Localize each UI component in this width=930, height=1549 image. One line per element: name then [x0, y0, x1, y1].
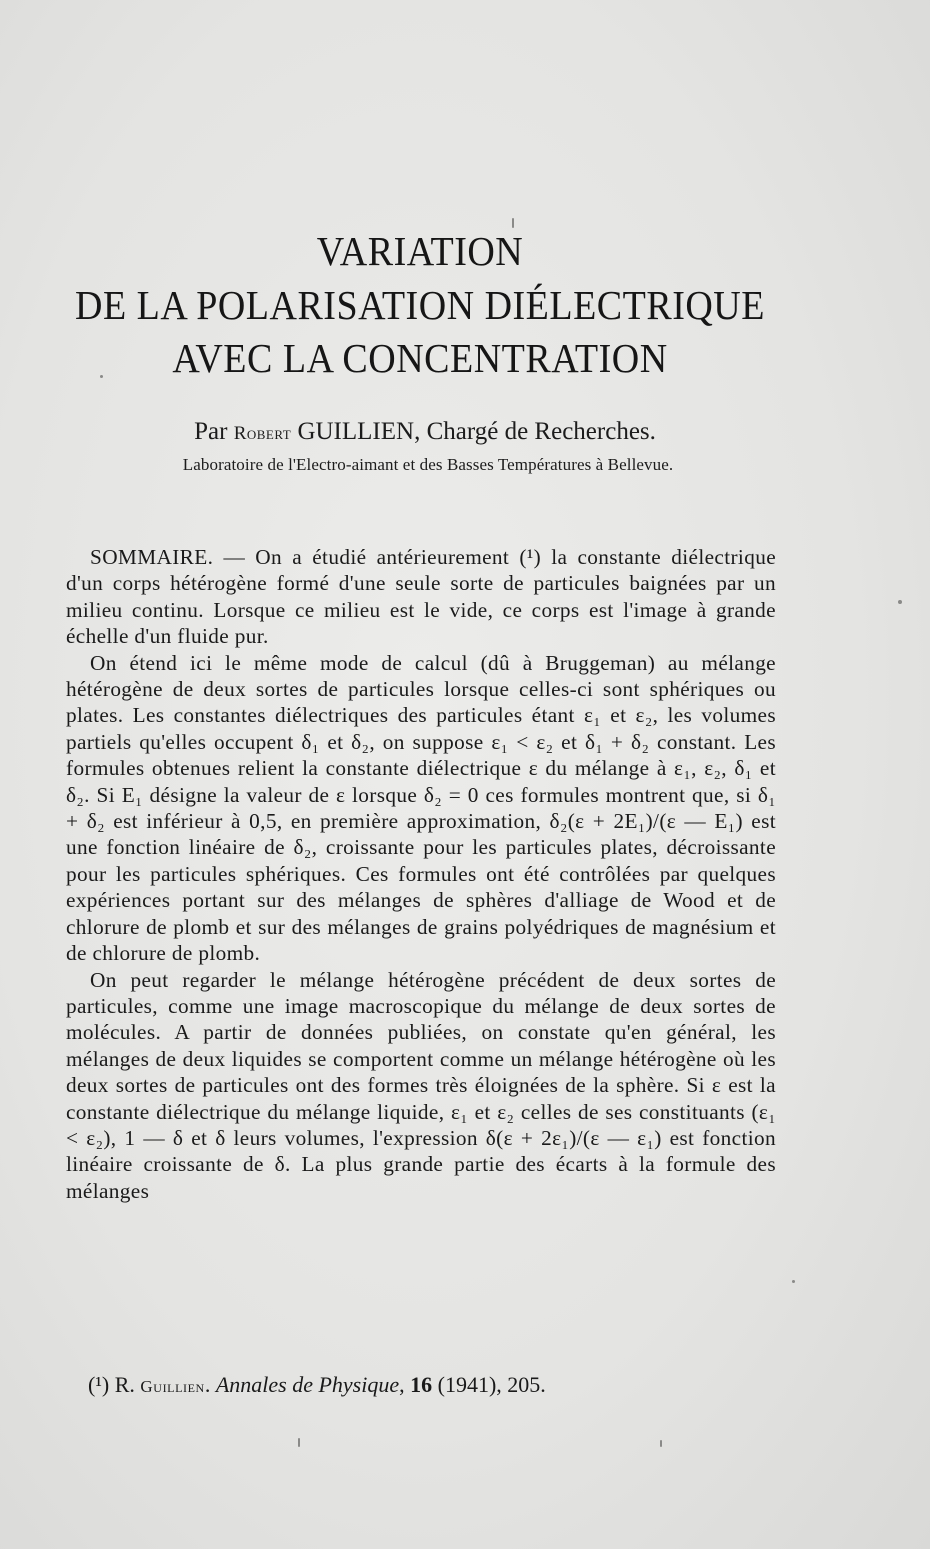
author-first-name: Robert: [233, 423, 292, 444]
summary-section: [66, 544, 776, 1204]
byline-prefix: Par: [194, 418, 234, 445]
footnote: [88, 1372, 768, 1398]
scan-speck: [898, 600, 902, 604]
scan-speck: [660, 1440, 662, 1447]
laboratory-affiliation: Laboratoire de l'Electro-aimant et des Basses Températures à Bellevue.: [182, 455, 674, 474]
footnote-sep: .: [204, 1372, 216, 1397]
author-role: , Chargé de Recherches.: [414, 418, 656, 445]
title-line-2: DE LA POLARISATION DIÉLECTRIQUE: [75, 283, 765, 329]
footnote-marker: (¹) R.: [88, 1372, 141, 1397]
title-line-1: VARIATION: [316, 229, 524, 275]
footnote-rest: (1941), 205.: [432, 1372, 546, 1397]
footnote-comma: ,: [399, 1372, 411, 1397]
author-last-name: GUILLIEN: [291, 418, 415, 445]
title-line-3: AVEC LA CONCENTRATION: [172, 336, 668, 382]
scan-speck: [512, 218, 514, 228]
summary-paragraph-1: SOMMAIRE. — On a étudié antérieurement (¹) la constante diélectrique d'un corps hétérogène formé d'une seule sorte de particules baignées par un milieu continu. Lorsque ce milieu est le vide, ce corps est l'image à grande échelle d'un fluide pur.: [66, 545, 776, 649]
footnote-journal: Annales de Physique: [215, 1372, 400, 1397]
footnote-volume: 16: [410, 1372, 433, 1397]
scan-speck: [100, 375, 103, 378]
summary-paragraph-3: On peut regarder le mélange hétérogène précédent de deux sortes de particules, comme une image macroscopique du mélange de deux sortes de molécules. A partir de données publiées, on constate qu'en général, les mélanges de deux liquides se comportent comme un mélange hétérogène où les deux sortes de particules ont des formes très éloignées de la sphère. Si ε est la constante diélectrique du mélange liquide, ε₁ et ε₂ celles de ses constituants (ε₁ < ε₂), 1 — δ et δ leurs volumes, l'expression δ(ε + 2ε₁)/(ε — ε₁) est fonction linéaire croissante de δ. La plus grande partie des écarts à la formule des mélanges: [66, 967, 776, 1203]
scan-speck: [792, 1280, 795, 1283]
summary-paragraph-2: On étend ici le même mode de calcul (dû à Bruggeman) au mélange hétérogène de deux sortes de particules lorsque celles-ci sont sphériques ou plates. Les constantes diélectriques des particules étant ε₁ et ε₂, les volumes partiels qu'elles occupent δ₁ et δ₂, on suppose ε₁ < ε₂ et δ₁ + δ₂ constant. Les formules obtenues relient la constante diélectrique ε du mélange à ε₁, ε₂, δ₁ et δ₂. Si E₁ désigne la valeur de ε lorsque δ₂ = 0 ces formules montrent que, si δ₁ + δ₂ est inférieur à 0,5, en première approximation, δ₂(ε + 2E₁)/(ε — E₁) est une fonction linéaire de δ₂, croissante pour les particules plates, décroissante pour les particules sphériques. Ces formules ont été contrôlées par quelques expériences portant sur des mélanges de sphères d'alliage de Wood et de chlorure de plomb et sur des mélanges de grains polyédriques de magnésium et de chlorure de plomb.: [66, 650, 776, 966]
byline: [0, 418, 850, 446]
footnote-author: Guillien: [140, 1377, 205, 1396]
scan-speck: [298, 1438, 300, 1447]
